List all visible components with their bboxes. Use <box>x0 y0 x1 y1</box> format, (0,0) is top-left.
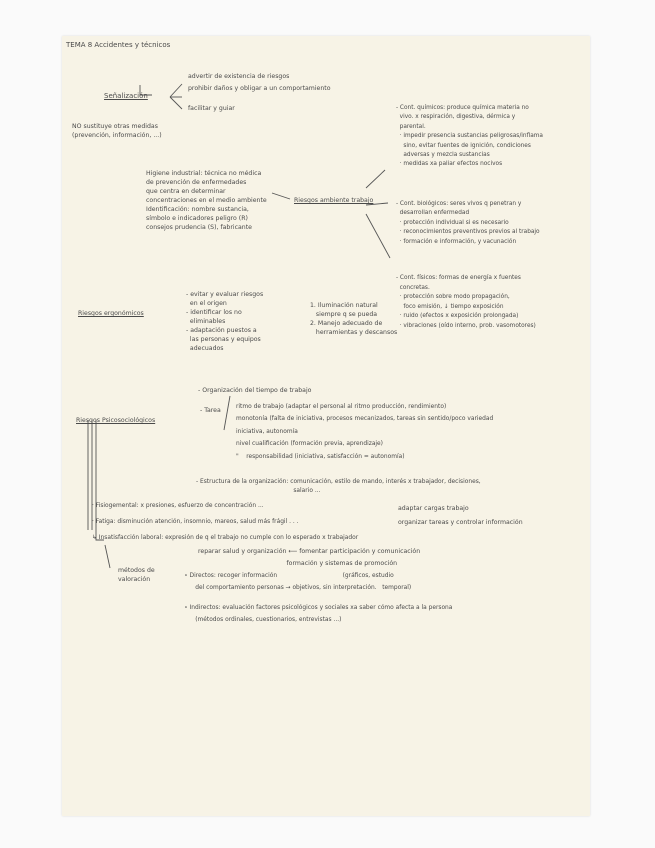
higiene-industrial-text: Higiene industrial: técnica no médica de prevención de enfermedades que centra en determinar concentraciones en el medio ambiente Identificación: nombre sustancia, símbolo e indicadores peligro (R) consejos prudencia (S), fabricante <box>146 170 267 231</box>
tarea-label: - Tarea <box>200 407 221 414</box>
riesgos-ambiente-label: Riesgos ambiente trabajo <box>294 197 374 204</box>
contaminantes-biologicos: - Cont. biológicos: seres vivos q penetran y desarrollan enfermedad · protección individual si es necesario · reconocimientos preventivos previos al trabajo · formación e información, y vacunación <box>396 201 540 245</box>
riesgos-psicosociologicos-label: Riesgos Psicosociológicos <box>76 417 156 424</box>
page-title: TEMA 8 Accidentes y técnicos <box>66 41 171 49</box>
right-notes: adaptar cargas trabajo organizar tareas y controlar información <box>398 505 523 526</box>
contaminantes-quimicos: - Cont. químicos: produce química materia no vivo. x respiración, digestiva, dérmica y parental. · impedir presencia sustancias peligrosas/inflama sino, evitar fuentes de ignición, condiciones adversas y mezcla sustancias · medidas xa paliar efectos nocivos <box>396 105 543 168</box>
metodos-indirectos: ∘ Indirectos: evaluación factores psicológicos y sociales xa saber cómo afecta a la persona (métodos ordinales, cuestionarios, entrevistas ...) <box>184 605 453 623</box>
senalizacion-item-2: prohibir daños y obligar a un comportamiento <box>188 85 331 92</box>
metodos-directos: ∘ Directos: recoger información (gráficos, estudio del comportamiento personas → objetivos, sin interpretación. temporal) <box>184 573 412 591</box>
reparar-salud: reparar salud y organización ⟵ fomentar participación y comunicación formación y sistemas de promoción <box>198 548 421 567</box>
senalizacion-item-3: facilitar y guiar <box>188 105 235 112</box>
organizacion-tiempo: - Organización del tiempo de trabajo <box>198 387 312 394</box>
metodos-valoracion-label: métodos de valoración <box>118 567 155 583</box>
ergonomicos-items: - evitar y evaluar riesgos en el origen - identificar los no eliminables - adaptación puestos a las personas y equipos adecuados <box>186 291 264 352</box>
riesgos-ergonomicos-label: Riesgos ergonómicos <box>78 310 144 317</box>
contaminantes-fisicos: - Cont. físicos: formas de energía x fuentes concretas. · protección sobre modo propagación, foco emisión, ↓ tiempo exposición · ruido (efectos x exposición prolongada) · vibraciones (oído interno, prob. vasomotores) <box>396 275 536 329</box>
consecuencias-list: · Fisiogemental: x presiones, esfuerzo de concentración ... · Fatiga: disminución atención, insomnio, mareos, salud más frágil . . . ↳ Insatisfacción laboral: expresión de q el trabajo no cumple con lo esperado x trabajador <box>92 503 359 541</box>
tarea-items: ritmo de trabajo (adaptar el personal al ritmo producción, rendimiento) monotonía (falta de iniciativa, procesos mecanizados, tareas sin sentido/poco variedad iniciativa, autonomía nivel cualificación (formación previa, aprendizaje) " responsabilidad (iniciativa, satisfacción = autonomía) <box>236 404 494 460</box>
estructura-organizacion: - Estructura de la organización: comunicación, estilo de mando, interés x trabajador, decisiones, salario ... <box>196 479 481 494</box>
senalizacion-note: NO sustituye otras medidas (prevención, información, ...) <box>72 123 162 139</box>
ergonomicos-side-notes: 1. Iluminación natural siempre q se pueda 2. Manejo adecuado de herramientas y descansos <box>310 302 398 336</box>
senalizacion-item-1: advertir de existencia de riesgos <box>188 73 290 80</box>
senalizacion-label: Señalización <box>104 92 148 100</box>
